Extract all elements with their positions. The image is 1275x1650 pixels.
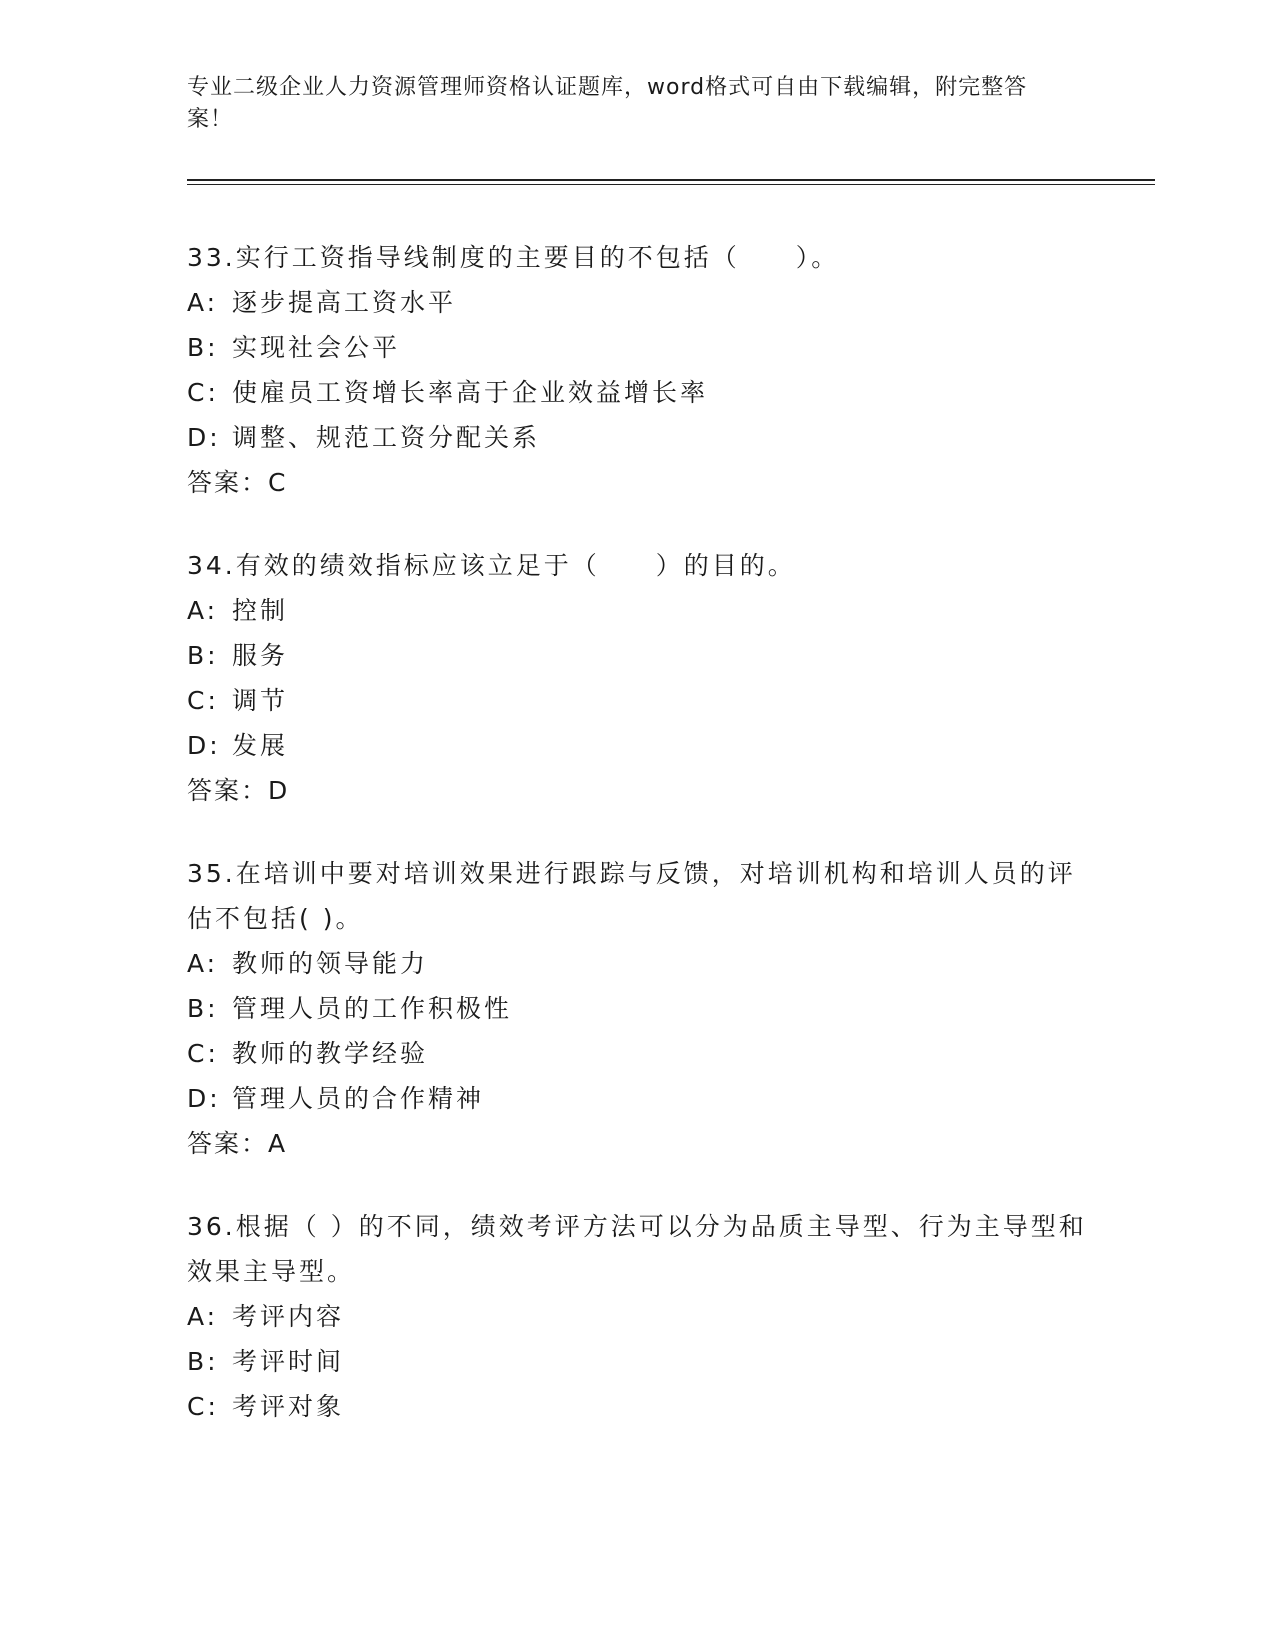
document-header: 专业二级企业人力资源管理师资格认证题库，word格式可自由下载编辑，附完整答案！ (187, 75, 1028, 132)
header-divider (187, 179, 1155, 185)
question-34 (187, 543, 1155, 813)
option-d (187, 415, 1155, 460)
option-a (187, 941, 1155, 986)
option-b (187, 633, 1155, 678)
option-letter: A: (187, 596, 219, 625)
option-text: 考评时间 (232, 1347, 345, 1376)
option-text: 调节 (232, 686, 289, 715)
document-page (187, 72, 1155, 1467)
option-letter: B: (187, 333, 219, 362)
option-text: 教师的教学经验 (232, 1039, 429, 1068)
option-letter: C: (187, 686, 219, 715)
option-text: 控制 (232, 596, 289, 625)
option-text: 使雇员工资增长率高于企业效益增长率 (232, 378, 709, 407)
option-letter: A: (187, 288, 219, 317)
option-letter: C: (187, 378, 219, 407)
option-b (187, 986, 1155, 1031)
option-text: 逐步提高工资水平 (232, 288, 457, 317)
option-text: 管理人员的工作积极性 (232, 994, 513, 1023)
answer-line: 答案：D (187, 776, 290, 805)
option-letter: B: (187, 994, 219, 1023)
option-text: 实现社会公平 (232, 333, 401, 362)
option-letter: B: (187, 1347, 219, 1376)
option-letter: A: (187, 949, 219, 978)
option-a (187, 588, 1155, 633)
option-letter: D: (187, 1084, 221, 1113)
question-stem: 36.根据（ ）的不同，绩效考评方法可以分为品质主导型、行为主导型和效果主导型。 (187, 1212, 1087, 1286)
option-a (187, 1294, 1155, 1339)
option-c (187, 1384, 1155, 1429)
option-a (187, 280, 1155, 325)
option-c (187, 370, 1155, 415)
option-text: 调整、规范工资分配关系 (232, 423, 541, 452)
option-c (187, 1031, 1155, 1076)
option-text: 发展 (232, 731, 289, 760)
question-stem: 33.实行工资指导线制度的主要目的不包括（ ）。 (187, 243, 840, 272)
option-d (187, 723, 1155, 768)
option-letter: B: (187, 641, 219, 670)
question-list (187, 235, 1155, 1429)
option-text: 服务 (232, 641, 289, 670)
question-36 (187, 1204, 1155, 1429)
option-letter: D: (187, 423, 221, 452)
option-b (187, 325, 1155, 370)
option-letter: D: (187, 731, 221, 760)
option-b (187, 1339, 1155, 1384)
option-d (187, 1076, 1155, 1121)
option-text: 考评对象 (232, 1392, 345, 1421)
question-stem: 35.在培训中要对培训效果进行跟踪与反馈，对培训机构和培训人员的评估不包括( )。 (187, 859, 1076, 933)
option-c (187, 678, 1155, 723)
option-letter: C: (187, 1392, 219, 1421)
question-33 (187, 235, 1155, 505)
question-35 (187, 851, 1155, 1166)
option-text: 教师的领导能力 (232, 949, 429, 978)
answer-line: 答案：A (187, 1129, 288, 1158)
answer-line: 答案：C (187, 468, 288, 497)
question-stem: 34.有效的绩效指标应该立足于（ ）的目的。 (187, 551, 796, 580)
option-text: 管理人员的合作精神 (232, 1084, 485, 1113)
option-text: 考评内容 (232, 1302, 345, 1331)
option-letter: A: (187, 1302, 219, 1331)
option-letter: C: (187, 1039, 219, 1068)
